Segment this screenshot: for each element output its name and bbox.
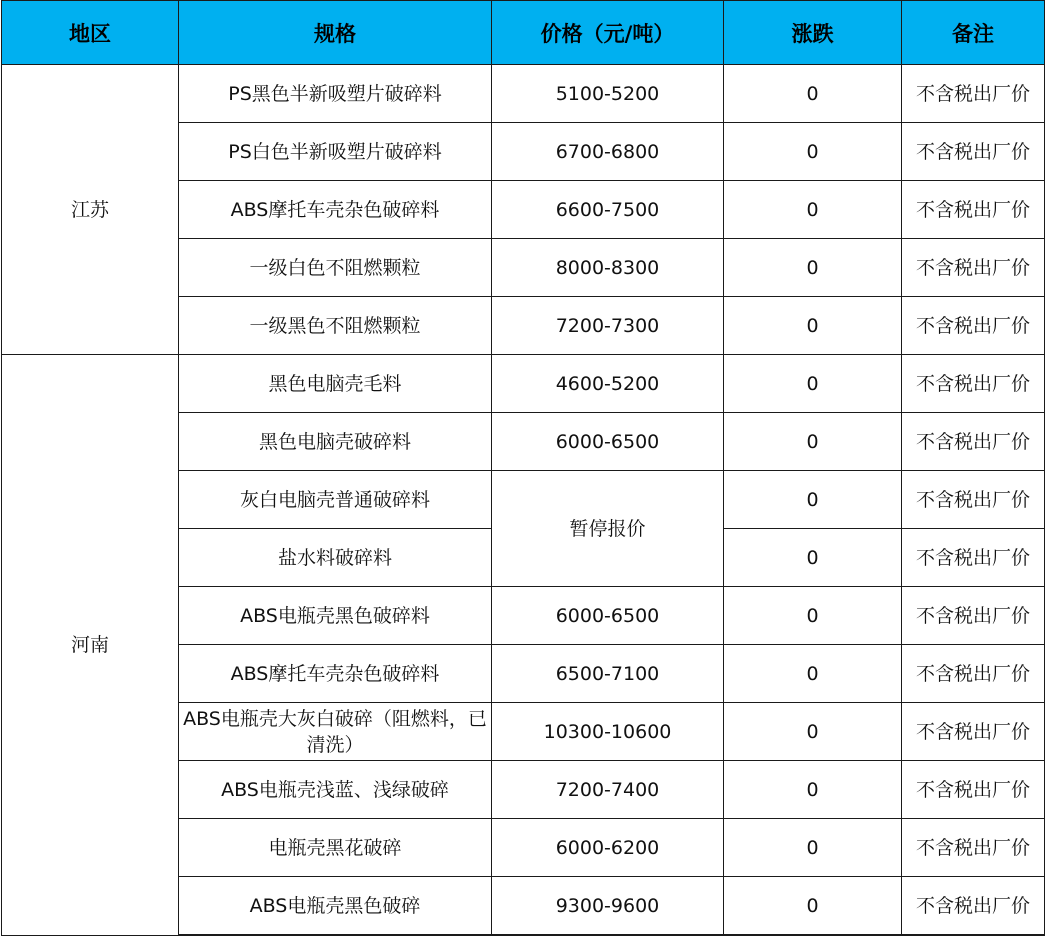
price-cell: 6700-6800 [492, 123, 724, 181]
price-table [1, 0, 1045, 936]
spec-cell: ABS电瓶壳黑色破碎料 [179, 587, 492, 645]
spec-cell: 盐水料破碎料 [179, 529, 492, 587]
note-cell: 不含税出厂价 [902, 413, 1045, 471]
price-cell: 4600-5200 [492, 355, 724, 413]
spec-cell: ABS电瓶壳浅蓝、浅绿破碎 [179, 761, 492, 819]
change-cell: 0 [724, 413, 902, 471]
price-cell: 6600-7500 [492, 181, 724, 239]
change-cell: 0 [724, 703, 902, 761]
note-cell: 不含税出厂价 [902, 645, 1045, 703]
spec-cell: ABS电瓶壳黑色破碎 [179, 877, 492, 936]
change-cell: 0 [724, 645, 902, 703]
change-cell: 0 [724, 471, 902, 529]
table-row [2, 355, 1045, 413]
change-cell: 0 [724, 819, 902, 877]
change-cell: 0 [724, 65, 902, 123]
header-spec: 规格 [179, 1, 492, 65]
spec-cell: 灰白电脑壳普通破碎料 [179, 471, 492, 529]
change-cell: 0 [724, 355, 902, 413]
note-cell: 不含税出厂价 [902, 877, 1045, 936]
price-cell: 6000-6200 [492, 819, 724, 877]
region-cell-jiangsu: 江苏 [2, 65, 179, 355]
note-cell: 不含税出厂价 [902, 703, 1045, 761]
header-note: 备注 [902, 1, 1045, 65]
note-cell: 不含税出厂价 [902, 355, 1045, 413]
change-cell: 0 [724, 239, 902, 297]
price-cell-suspended: 暂停报价 [492, 471, 724, 587]
price-cell: 9300-9600 [492, 877, 724, 936]
change-cell: 0 [724, 529, 902, 587]
price-cell: 6000-6500 [492, 587, 724, 645]
region-cell-henan: 河南 [2, 355, 179, 936]
change-cell: 0 [724, 761, 902, 819]
spec-cell: PS黑色半新吸塑片破碎料 [179, 65, 492, 123]
spec-cell: 黑色电脑壳破碎料 [179, 413, 492, 471]
header-region: 地区 [2, 1, 179, 65]
header-price: 价格（元/吨） [492, 1, 724, 65]
price-cell: 10300-10600 [492, 703, 724, 761]
note-cell: 不含税出厂价 [902, 819, 1045, 877]
price-cell: 5100-5200 [492, 65, 724, 123]
note-cell: 不含税出厂价 [902, 297, 1045, 355]
header-change: 涨跌 [724, 1, 902, 65]
spec-cell: 一级白色不阻燃颗粒 [179, 239, 492, 297]
header-row [2, 1, 1045, 65]
spec-cell: ABS摩托车壳杂色破碎料 [179, 181, 492, 239]
change-cell: 0 [724, 297, 902, 355]
price-cell: 6000-6500 [492, 413, 724, 471]
note-cell: 不含税出厂价 [902, 471, 1045, 529]
price-cell: 6500-7100 [492, 645, 724, 703]
change-cell: 0 [724, 587, 902, 645]
change-cell: 0 [724, 181, 902, 239]
table-row [2, 65, 1045, 123]
note-cell: 不含税出厂价 [902, 181, 1045, 239]
spec-cell: ABS摩托车壳杂色破碎料 [179, 645, 492, 703]
change-cell: 0 [724, 877, 902, 936]
spec-cell: ABS电瓶壳大灰白破碎（阻燃料，已清洗） [179, 703, 492, 761]
price-cell: 7200-7300 [492, 297, 724, 355]
price-cell: 8000-8300 [492, 239, 724, 297]
note-cell: 不含税出厂价 [902, 529, 1045, 587]
note-cell: 不含税出厂价 [902, 761, 1045, 819]
note-cell: 不含税出厂价 [902, 239, 1045, 297]
spec-cell: 电瓶壳黑花破碎 [179, 819, 492, 877]
spec-cell: PS白色半新吸塑片破碎料 [179, 123, 492, 181]
spec-cell: 一级黑色不阻燃颗粒 [179, 297, 492, 355]
note-cell: 不含税出厂价 [902, 587, 1045, 645]
change-cell: 0 [724, 123, 902, 181]
price-cell: 7200-7400 [492, 761, 724, 819]
note-cell: 不含税出厂价 [902, 65, 1045, 123]
spec-cell: 黑色电脑壳毛料 [179, 355, 492, 413]
note-cell: 不含税出厂价 [902, 123, 1045, 181]
